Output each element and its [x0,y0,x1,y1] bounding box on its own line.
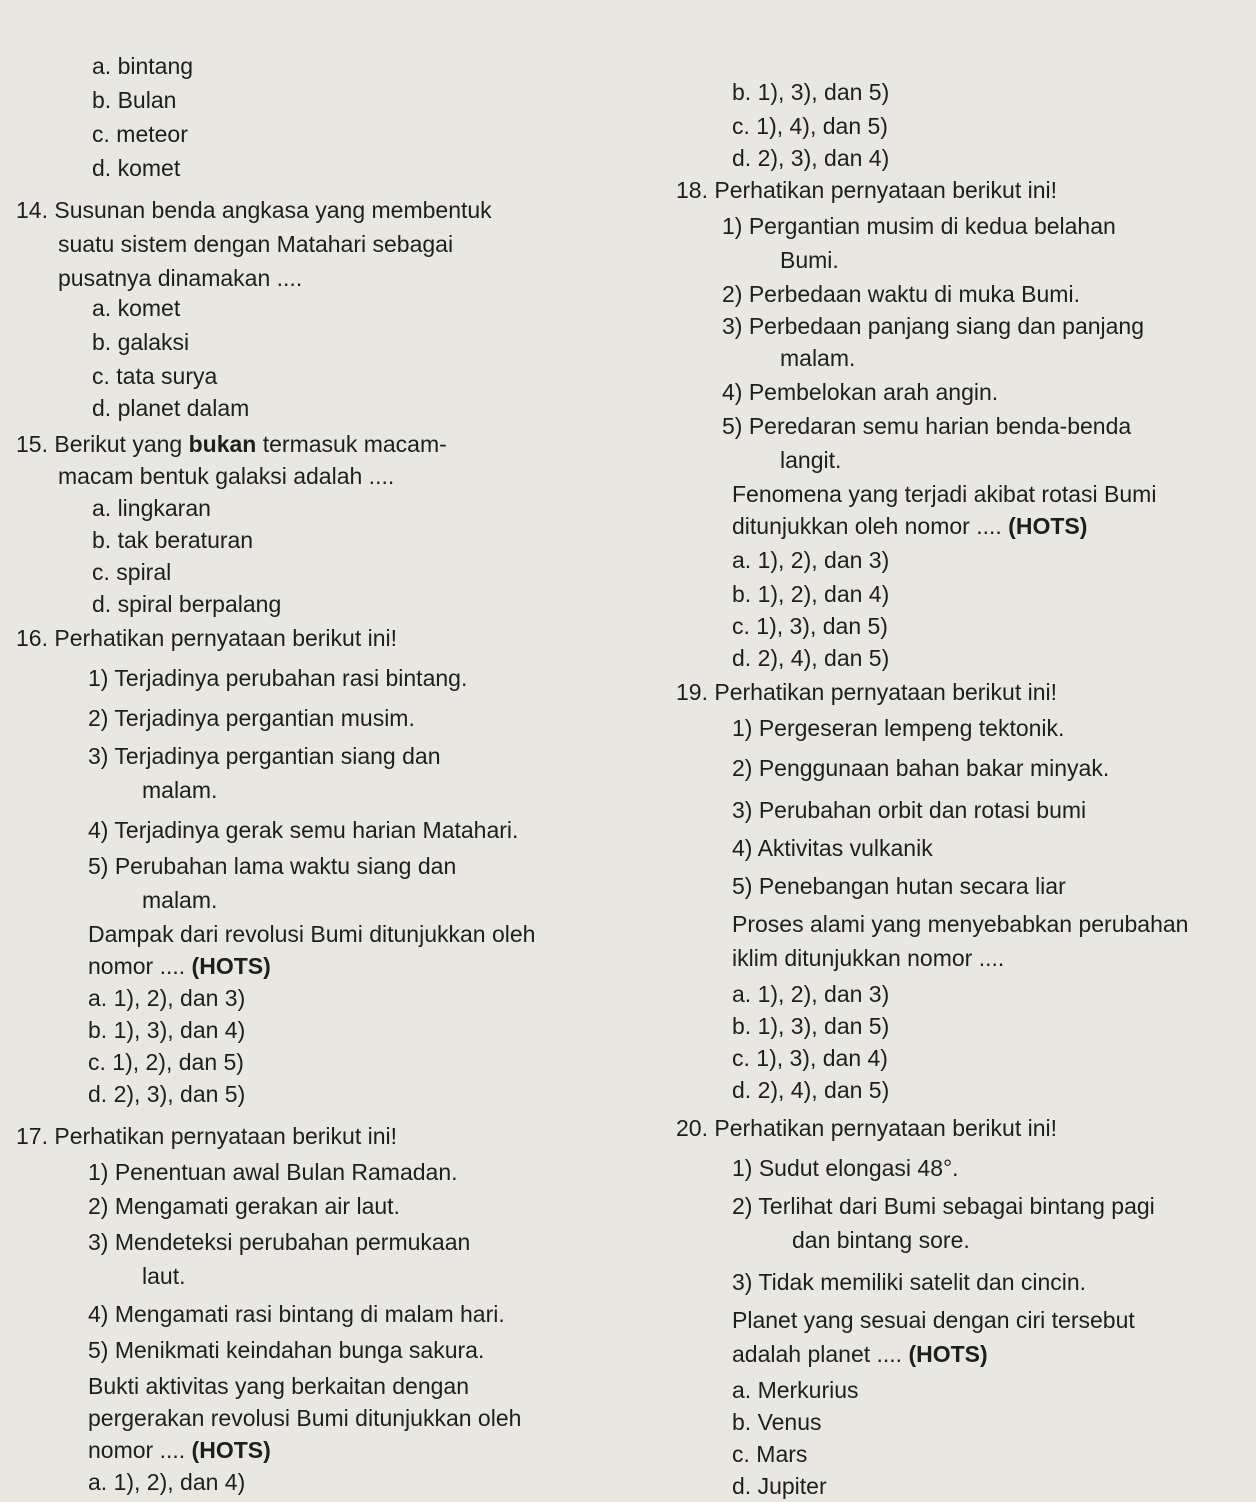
option: c. tata surya [92,363,218,389]
hots-label: (HOTS) [191,953,271,979]
statement: 3) Perbedaan panjang siang dan panjang [722,313,1145,339]
option: c. spiral [92,559,172,585]
question-text: Fenomena yang terjadi akibat rotasi Bumi [732,481,1157,507]
hots-label: (HOTS) [908,1341,988,1367]
option: d. 2), 4), dan 5) [732,1077,890,1103]
question-stem: suatu sistem dengan Matahari sebagai [58,231,454,257]
question-stem: 18. Perhatikan pernyataan berikut ini! [676,177,1058,203]
statement: 4) Mengamati rasi bintang di malam hari. [88,1301,505,1327]
statement: 2) Mengamati gerakan air laut. [88,1193,400,1219]
statement: langit. [780,447,842,473]
option: b. Bulan [92,87,177,113]
emphasis: bukan [188,431,257,457]
option: b. Venus [732,1409,822,1435]
option: a. 1), 2), dan 4) [88,1469,246,1495]
statement: 2) Terjadinya pergantian musim. [88,705,415,731]
option: a. 1), 2), dan 3) [732,981,890,1007]
option: d. 2), 3), dan 5) [88,1081,246,1107]
statement: malam. [142,887,218,913]
statement: 3) Mendeteksi perubahan permukaan [88,1229,471,1255]
hots-label: (HOTS) [1008,513,1088,539]
option: b. tak beraturan [92,527,254,553]
question-text: iklim ditunjukkan nomor .... [732,945,1005,971]
option: a. lingkaran [92,495,211,521]
question-stem: 17. Perhatikan pernyataan berikut ini! [16,1123,398,1149]
option: a. komet [92,295,181,321]
statement: 3) Terjadinya pergantian siang dan [88,743,441,769]
question-stem: 19. Perhatikan pernyataan berikut ini! [676,679,1058,705]
statement: Bumi. [780,247,839,273]
statement: 1) Penentuan awal Bulan Ramadan. [88,1159,458,1185]
option: c. 1), 3), dan 5) [732,613,888,639]
question-text: ditunjukkan oleh nomor .... (HOTS) [732,513,1088,539]
option: c. 1), 2), dan 5) [88,1049,244,1075]
statement: 5) Menikmati keindahan bunga sakura. [88,1337,485,1363]
question-stem: 15. Berikut yang bukan termasuk macam- [16,431,447,457]
statement: 5) Penebangan hutan secara liar [732,873,1066,899]
statement: malam. [142,777,218,803]
statement: 5) Peredaran semu harian benda-benda [722,413,1132,439]
statement: malam. [780,345,856,371]
question-text: Proses alami yang menyebabkan perubahan [732,911,1189,937]
question-text: nomor .... (HOTS) [88,953,271,979]
option: d. planet dalam [92,395,250,421]
statement: 4) Aktivitas vulkanik [732,835,933,861]
option: c. 1), 4), dan 5) [732,113,888,139]
statement: 1) Pergantian musim di kedua belahan [722,213,1116,239]
question-stem: 16. Perhatikan pernyataan berikut ini! [16,625,398,651]
statement: 4) Pembelokan arah angin. [722,379,999,405]
question-text: Bukti aktivitas yang berkaitan dengan [88,1373,470,1399]
statement: 4) Terjadinya gerak semu harian Matahari. [88,817,519,843]
question-stem: 14. Susunan benda angkasa yang membentuk [16,197,492,223]
option: a. 1), 2), dan 3) [732,547,890,573]
question-stem: 20. Perhatikan pernyataan berikut ini! [676,1115,1058,1141]
statement: 3) Tidak memiliki satelit dan cincin. [732,1269,1087,1295]
option: d. 2), 3), dan 4) [732,145,890,171]
option: b. 1), 3), dan 5) [732,79,890,105]
question-text: pergerakan revolusi Bumi ditunjukkan oleh [88,1405,522,1431]
question-stem: pusatnya dinamakan .... [58,265,303,291]
option: c. meteor [92,121,188,147]
statement: 2) Terlihat dari Bumi sebagai bintang pagi [732,1193,1155,1219]
option: a. Merkurius [732,1377,859,1403]
option: b. 1), 3), dan 5) [732,1013,890,1039]
option: b. galaksi [92,329,190,355]
statement: 1) Sudut elongasi 48°. [732,1155,959,1181]
option: b. 1), 2), dan 4) [732,581,890,607]
question-text: adalah planet .... (HOTS) [732,1341,988,1367]
hots-label: (HOTS) [191,1437,271,1463]
statement: 3) Perubahan orbit dan rotasi bumi [732,797,1087,823]
statement: dan bintang sore. [792,1227,970,1253]
option: a. bintang [92,53,194,79]
option: d. Jupiter [732,1473,827,1499]
option: b. 1), 3), dan 4) [88,1017,246,1043]
statement: 5) Perubahan lama waktu siang dan [88,853,457,879]
option: c. 1), 3), dan 4) [732,1045,888,1071]
question-stem: macam bentuk galaksi adalah .... [58,463,395,489]
statement: 2) Perbedaan waktu di muka Bumi. [722,281,1080,307]
statement: 2) Penggunaan bahan bakar minyak. [732,755,1110,781]
option: c. Mars [732,1441,808,1467]
statement: laut. [142,1263,186,1289]
option: d. spiral berpalang [92,591,282,617]
question-text: nomor .... (HOTS) [88,1437,271,1463]
option: a. 1), 2), dan 3) [88,985,246,1011]
question-text: Dampak dari revolusi Bumi ditunjukkan oleh [88,921,536,947]
statement: 1) Pergeseran lempeng tektonik. [732,715,1065,741]
statement: 1) Terjadinya perubahan rasi bintang. [88,665,468,691]
question-text: Planet yang sesuai dengan ciri tersebut [732,1307,1135,1333]
option: d. 2), 4), dan 5) [732,645,890,671]
option: d. komet [92,155,181,181]
